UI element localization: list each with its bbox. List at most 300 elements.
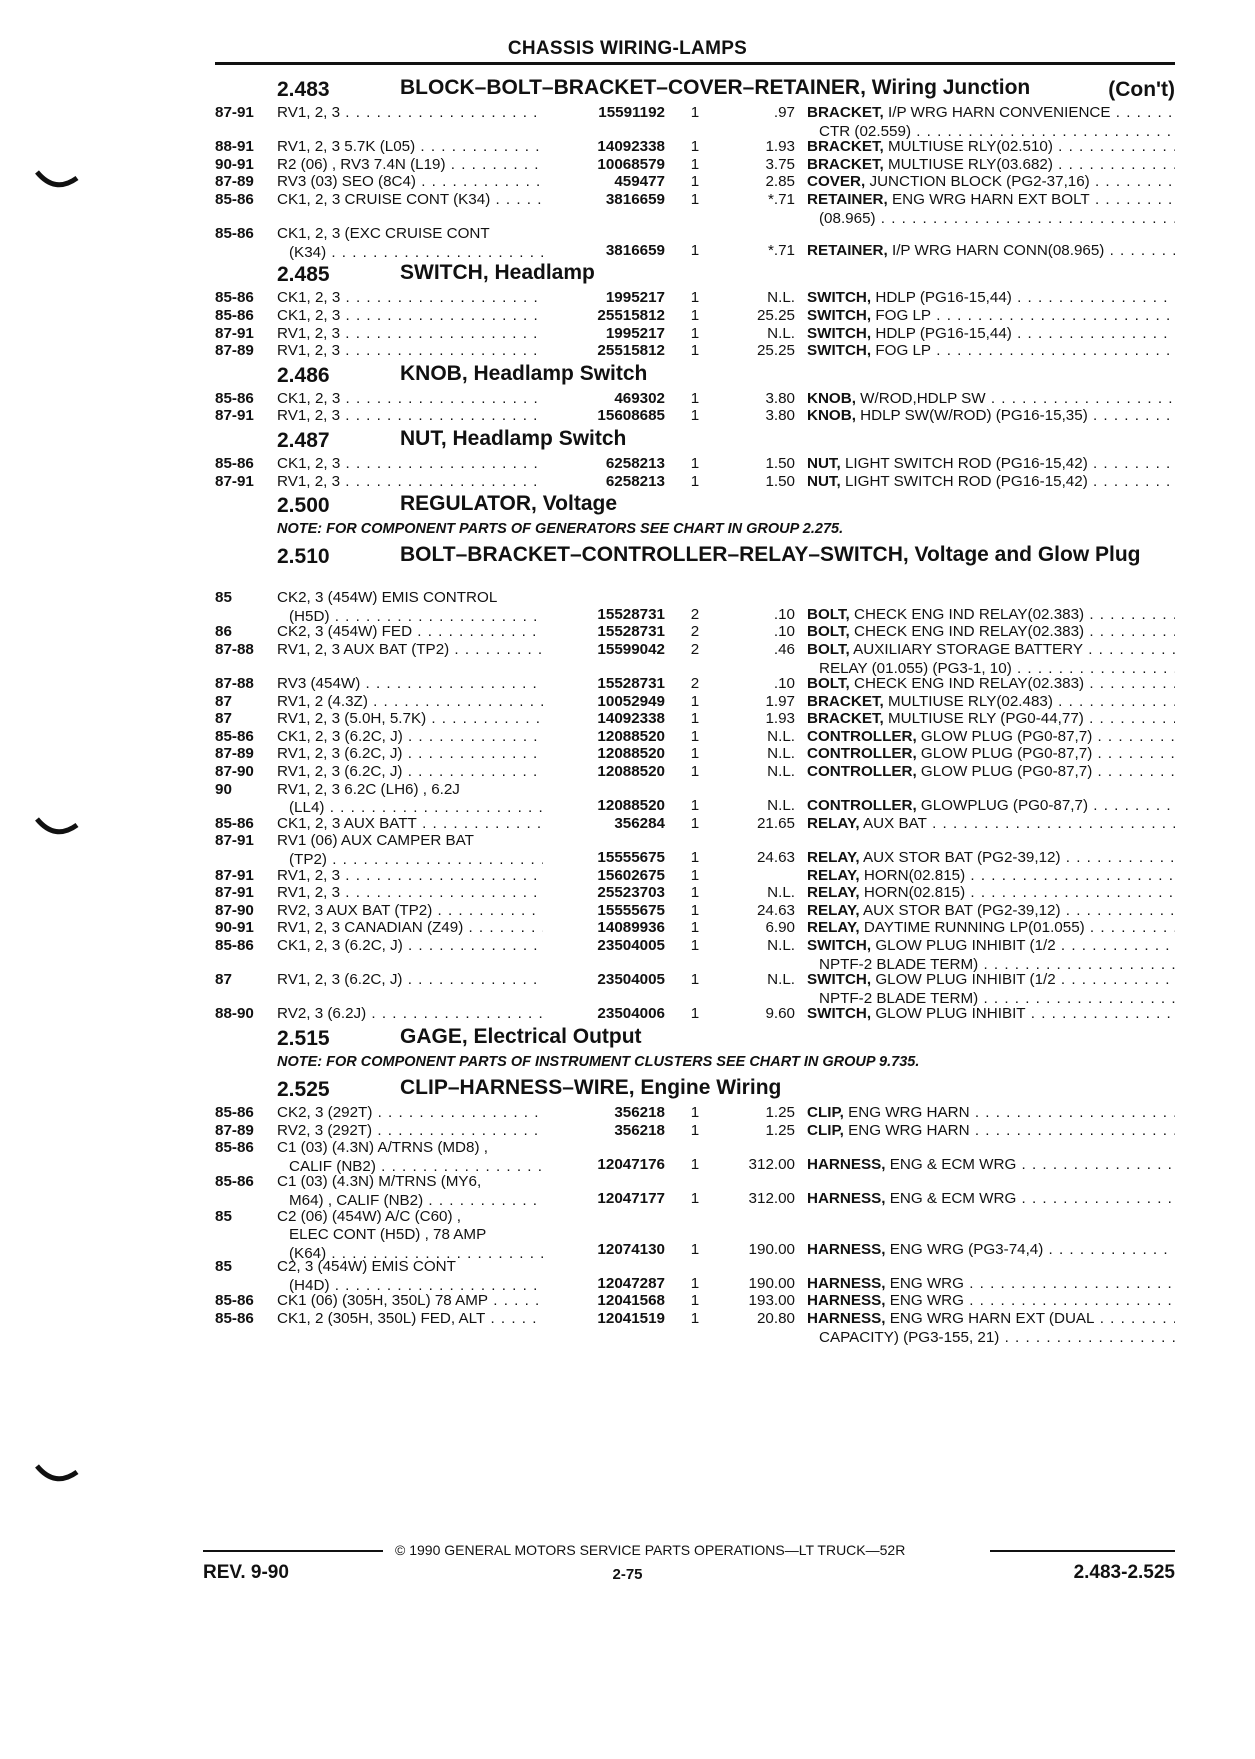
quantity: 1 bbox=[690, 1189, 700, 1207]
part-name-line bbox=[807, 191, 1175, 210]
part-number: 23504005 bbox=[597, 936, 665, 954]
model-years: 90-91 bbox=[215, 155, 254, 173]
part-name-prefix: SWITCH, bbox=[807, 971, 872, 989]
part-name-text: DAYTIME RUNNING LP(01.055) bbox=[863, 919, 1085, 937]
part-name-text: HDLP SW(W/ROD) (PG16-15,35) bbox=[860, 407, 1088, 425]
part-name-line bbox=[807, 728, 1175, 747]
application-description bbox=[277, 1310, 543, 1329]
application-line: RV1, 2, 3 (5.0H, 5.7K) . . . bbox=[277, 710, 543, 729]
application-line: (K64) . . . bbox=[277, 1245, 543, 1264]
price: 3.80 bbox=[765, 407, 795, 425]
page-title: CHASSIS WIRING-LAMPS bbox=[507, 38, 748, 59]
part-name-line bbox=[807, 1104, 1175, 1123]
section-heading bbox=[215, 1023, 1175, 1053]
part-name bbox=[807, 1275, 1175, 1294]
model-years: 85-86 bbox=[215, 1103, 254, 1121]
part-name-text: CHECK ENG IND RELAY(02.383) bbox=[853, 623, 1085, 641]
part-name-prefix: HARNESS, bbox=[807, 1292, 886, 1310]
part-number: 3816659 bbox=[605, 241, 665, 259]
quantity: 1 bbox=[690, 971, 700, 989]
part-number: 25515812 bbox=[597, 342, 665, 360]
part-name-text: FOG LP bbox=[875, 306, 932, 324]
part-name-text: AUX STOR BAT (PG2-39,12) bbox=[863, 901, 1061, 919]
part-name bbox=[807, 606, 1175, 625]
part-name-line bbox=[807, 1310, 1175, 1329]
part-name-text: LIGHT SWITCH ROD (PG16-15,42) bbox=[844, 454, 1088, 472]
quantity: 2 bbox=[690, 640, 700, 658]
model-years: 90 bbox=[215, 780, 232, 798]
application-line: CK1, 2, 3 (6.2C, J) . . . bbox=[277, 937, 543, 956]
part-number: 3816659 bbox=[605, 190, 665, 208]
part-name-prefix: HARNESS, bbox=[807, 1240, 886, 1258]
part-row bbox=[215, 728, 1175, 746]
application-description bbox=[277, 1104, 543, 1123]
part-name-text: FOG LP bbox=[875, 342, 932, 360]
section-heading bbox=[215, 1074, 1175, 1104]
quantity: 1 bbox=[690, 241, 700, 259]
model-years: 87-89 bbox=[215, 1121, 254, 1139]
part-name-text: (08.965) bbox=[819, 209, 876, 227]
part-name-text: MULTIUSE RLY(03.682) bbox=[888, 155, 1053, 173]
part-name-prefix: SWITCH, bbox=[807, 936, 872, 954]
part-name-prefix: BOLT, bbox=[807, 640, 850, 658]
part-name bbox=[807, 937, 1175, 975]
price: 312.00 bbox=[748, 1155, 795, 1173]
part-name-prefix: RELAY, bbox=[807, 814, 860, 832]
part-row bbox=[215, 1173, 1175, 1210]
application-description bbox=[277, 693, 543, 712]
part-name bbox=[807, 1005, 1175, 1024]
part-number: 469302 bbox=[614, 389, 665, 407]
application-description bbox=[277, 710, 543, 729]
part-name-line bbox=[807, 289, 1175, 308]
application-description bbox=[277, 156, 543, 175]
application-description bbox=[277, 191, 543, 210]
part-name-prefix: SWITCH, bbox=[807, 1005, 872, 1023]
part-row bbox=[215, 138, 1175, 156]
section-title: NUT, Headlamp Switch bbox=[400, 426, 627, 450]
part-name-prefix: KNOB, bbox=[807, 389, 856, 407]
price: N.L. bbox=[767, 936, 795, 954]
application-description bbox=[277, 589, 543, 627]
part-name-prefix: SWITCH, bbox=[807, 306, 872, 324]
part-row bbox=[215, 675, 1175, 693]
part-name-line bbox=[807, 606, 1175, 625]
part-number: 12041519 bbox=[597, 1310, 665, 1328]
part-name-text: ENG WRG (PG3-74,4) bbox=[889, 1240, 1044, 1258]
quantity: 1 bbox=[690, 1310, 700, 1328]
application-line: RV1, 2, 3 . . . bbox=[277, 104, 543, 123]
application-description bbox=[277, 407, 543, 426]
application-line: RV2, 3 AUX BAT (TP2) . . . bbox=[277, 902, 543, 921]
part-name bbox=[807, 1241, 1175, 1260]
price: 3.75 bbox=[765, 155, 795, 173]
part-name-prefix: NUT, bbox=[807, 472, 841, 490]
section-number: 2.486 bbox=[277, 363, 330, 387]
application-description bbox=[277, 815, 543, 834]
application-description bbox=[277, 1139, 543, 1177]
application-line: CALIF (NB2) . . . bbox=[277, 1158, 543, 1177]
section-heading bbox=[215, 360, 1175, 390]
section-number: 2.525 bbox=[277, 1077, 330, 1101]
part-name bbox=[807, 1104, 1175, 1123]
part-name-text: ENG WRG HARN bbox=[848, 1121, 970, 1139]
part-name-prefix: CONTROLLER, bbox=[807, 745, 917, 763]
model-years: 87-90 bbox=[215, 763, 254, 781]
application-line: CK1, 2, 3 (EXC CRUISE CONT bbox=[277, 225, 490, 243]
part-row bbox=[215, 1139, 1175, 1173]
section-number: 2.485 bbox=[277, 263, 330, 287]
part-row bbox=[215, 325, 1175, 343]
price: *.71 bbox=[767, 241, 795, 259]
application-description bbox=[277, 971, 543, 990]
part-name bbox=[807, 745, 1175, 764]
part-name-text: NPTF-2 BLADE TERM) bbox=[819, 989, 979, 1007]
section-number: 2.487 bbox=[277, 428, 330, 452]
model-years: 85-86 bbox=[215, 1139, 254, 1157]
section-title: BOLT–BRACKET–CONTROLLER–RELAY–SWITCH, Voltage and Glow Plug bbox=[400, 543, 1141, 567]
part-name-prefix: BRACKET, bbox=[807, 692, 884, 710]
model-years: 85-86 bbox=[215, 306, 254, 324]
application-line: RV1, 2, 3 (6.2C, J) . . . bbox=[277, 763, 543, 782]
part-name-text: CHECK ENG IND RELAY(02.383) bbox=[853, 605, 1085, 623]
section-note: NOTE: FOR COMPONENT PARTS OF GENERATORS SEE CHART IN GROUP 2.275. bbox=[277, 521, 844, 538]
application-description bbox=[277, 919, 543, 938]
application-line: M64) , CALIF (NB2) . . . bbox=[277, 1192, 543, 1211]
quantity: 1 bbox=[690, 919, 700, 937]
application-description bbox=[277, 623, 543, 642]
application-description bbox=[277, 138, 543, 157]
part-name-line bbox=[807, 1156, 1175, 1175]
part-name-line bbox=[807, 1005, 1175, 1024]
application-description bbox=[277, 173, 543, 192]
part-name-prefix: SWITCH, bbox=[807, 342, 872, 360]
part-number: 356218 bbox=[614, 1121, 665, 1139]
application-line: CK1 (06) (305H, 350L) 78 AMP . . . bbox=[277, 1292, 543, 1311]
part-number: 12047177 bbox=[597, 1189, 665, 1207]
price: N.L. bbox=[767, 763, 795, 781]
parts-listing bbox=[215, 74, 1175, 1344]
part-number: 12088520 bbox=[597, 745, 665, 763]
application-line: (H5D) . . . bbox=[277, 608, 543, 627]
part-name-text: ENG & ECM WRG bbox=[889, 1189, 1017, 1207]
part-name-text: MULTIUSE RLY(02.510) bbox=[888, 138, 1053, 156]
model-years: 87-89 bbox=[215, 173, 254, 191]
quantity: 1 bbox=[690, 866, 700, 884]
application-line: RV1, 2, 3 5.7K (L05) . . . bbox=[277, 138, 543, 157]
model-years: 85 bbox=[215, 1207, 232, 1225]
price: N.L. bbox=[767, 289, 795, 307]
application-description bbox=[277, 390, 543, 409]
model-years: 85-86 bbox=[215, 289, 254, 307]
part-name-prefix: HARNESS, bbox=[807, 1189, 886, 1207]
application-description bbox=[277, 832, 543, 870]
section-number: 2.500 bbox=[277, 494, 330, 518]
part-row bbox=[215, 971, 1175, 1005]
part-name-line bbox=[807, 342, 1175, 361]
part-number: 25515812 bbox=[597, 306, 665, 324]
application-line: CK1, 2, 3 . . . bbox=[277, 390, 543, 409]
part-name-prefix: HARNESS, bbox=[807, 1310, 886, 1328]
quantity: 1 bbox=[690, 745, 700, 763]
part-row bbox=[215, 884, 1175, 902]
section-number: 2.483 bbox=[277, 78, 330, 101]
part-name bbox=[807, 156, 1175, 175]
quantity: 1 bbox=[690, 797, 700, 815]
footer-page-number: 2-75 bbox=[612, 1566, 643, 1583]
part-name-line bbox=[807, 745, 1175, 764]
quantity: 1 bbox=[690, 389, 700, 407]
model-years: 87-88 bbox=[215, 640, 254, 658]
section-heading bbox=[215, 541, 1175, 589]
part-name bbox=[807, 1156, 1175, 1175]
part-row bbox=[215, 289, 1175, 307]
quantity: 1 bbox=[690, 190, 700, 208]
section-heading bbox=[215, 490, 1175, 520]
application-description bbox=[277, 867, 543, 886]
part-name-text: MULTIUSE RLY (PG0-44,77) bbox=[888, 710, 1084, 728]
model-years: 87-91 bbox=[215, 832, 254, 850]
part-name-line bbox=[807, 884, 1175, 903]
part-row bbox=[215, 390, 1175, 408]
application-description bbox=[277, 1122, 543, 1141]
section-number: 2.510 bbox=[277, 545, 330, 569]
part-name bbox=[807, 342, 1175, 361]
price: 20.80 bbox=[756, 1310, 795, 1328]
price: 193.00 bbox=[748, 1292, 795, 1310]
quantity: 1 bbox=[690, 342, 700, 360]
part-name bbox=[807, 641, 1175, 679]
part-name-prefix: RELAY, bbox=[807, 919, 860, 937]
part-name-line bbox=[807, 1241, 1175, 1260]
part-name-text: AUX BAT bbox=[863, 814, 927, 832]
part-name-prefix: HARNESS, bbox=[807, 1274, 886, 1292]
price: 1.93 bbox=[765, 710, 795, 728]
part-row bbox=[215, 104, 1175, 138]
part-number: 12088520 bbox=[597, 797, 665, 815]
part-name bbox=[807, 1310, 1175, 1348]
part-name-text: JUNCTION BLOCK (PG2-37,16) bbox=[869, 173, 1090, 191]
quantity: 2 bbox=[690, 623, 700, 641]
quantity: 1 bbox=[690, 692, 700, 710]
application-line: CK1, 2, 3 (6.2C, J) . . . bbox=[277, 728, 543, 747]
part-row bbox=[215, 745, 1175, 763]
part-name-line bbox=[807, 138, 1175, 157]
price: 9.60 bbox=[765, 1005, 795, 1023]
part-number: 15602675 bbox=[597, 866, 665, 884]
part-number: 1995217 bbox=[605, 289, 665, 307]
quantity: 1 bbox=[690, 173, 700, 191]
part-row bbox=[215, 1005, 1175, 1023]
section-title: REGULATOR, Voltage bbox=[400, 492, 618, 516]
part-row bbox=[215, 407, 1175, 425]
part-name bbox=[807, 191, 1175, 229]
quantity: 1 bbox=[690, 1005, 700, 1023]
part-name bbox=[807, 710, 1175, 729]
part-name-text: HORN(02.815) bbox=[863, 866, 966, 884]
application-description bbox=[277, 763, 543, 782]
part-row bbox=[215, 763, 1175, 781]
application-description bbox=[277, 342, 543, 361]
part-name-prefix: CONTROLLER, bbox=[807, 797, 917, 815]
part-number: 459477 bbox=[614, 173, 665, 191]
quantity: 1 bbox=[690, 814, 700, 832]
application-line: RV1, 2, 3 (6.2C, J) . . . bbox=[277, 971, 543, 990]
part-name-line bbox=[807, 104, 1175, 123]
part-number: 15608685 bbox=[597, 407, 665, 425]
price: 1.25 bbox=[765, 1103, 795, 1121]
part-name-prefix: BOLT, bbox=[807, 605, 850, 623]
part-name bbox=[807, 104, 1175, 142]
part-name-text: ENG WRG bbox=[889, 1292, 964, 1310]
part-row bbox=[215, 342, 1175, 360]
part-name-prefix: HARNESS, bbox=[807, 1155, 886, 1173]
part-number: 15555675 bbox=[597, 901, 665, 919]
binder-hole-mark-middle bbox=[35, 815, 79, 841]
section-title: GAGE, Electrical Output bbox=[400, 1024, 642, 1048]
application-line: (K34) . . . bbox=[277, 244, 543, 263]
part-name-text: GLOW PLUG (PG0-87,7) bbox=[920, 763, 1093, 781]
price: 25.25 bbox=[756, 306, 795, 324]
price: 1.25 bbox=[765, 1121, 795, 1139]
quantity: 1 bbox=[690, 138, 700, 156]
part-row bbox=[215, 1207, 1175, 1263]
part-number: 10068579 bbox=[597, 155, 665, 173]
part-number: 15528731 bbox=[597, 605, 665, 623]
part-number: 10052949 bbox=[597, 692, 665, 710]
section-title: KNOB, Headlamp Switch bbox=[400, 361, 648, 385]
part-name bbox=[807, 1190, 1175, 1209]
part-name-line bbox=[807, 867, 1175, 886]
part-name bbox=[807, 849, 1175, 868]
part-name-text: GLOW PLUG INHIBIT (1/2 bbox=[875, 971, 1056, 989]
part-name-text: CTR (02.559) bbox=[819, 122, 912, 140]
part-name-text: AUXILIARY STORAGE BATTERY bbox=[853, 640, 1083, 658]
quantity: 1 bbox=[690, 710, 700, 728]
model-years: 85-86 bbox=[215, 814, 254, 832]
price: .10 bbox=[773, 675, 795, 693]
application-line: C2, 3 (454W) EMIS CONT bbox=[277, 1258, 456, 1276]
application-description bbox=[277, 104, 543, 123]
application-line: (LL4) . . . bbox=[277, 799, 543, 818]
part-name bbox=[807, 815, 1175, 834]
part-name-text: W/ROD,HDLP SW bbox=[860, 389, 986, 407]
application-line: C1 (03) (4.3N) M/TRNS (MY6, bbox=[277, 1173, 482, 1191]
model-years: 85-86 bbox=[215, 389, 254, 407]
part-name-text: GLOW PLUG INHIBIT (1/2 bbox=[875, 936, 1056, 954]
quantity: 1 bbox=[690, 472, 700, 490]
part-name-prefix: CONTROLLER, bbox=[807, 763, 917, 781]
quantity: 1 bbox=[690, 884, 700, 902]
quantity: 1 bbox=[690, 407, 700, 425]
quantity: 2 bbox=[690, 675, 700, 693]
part-name-text: CAPACITY) (PG3-155, 21) bbox=[819, 1328, 1000, 1346]
part-name-line bbox=[807, 173, 1175, 192]
model-years: 88-90 bbox=[215, 1005, 254, 1023]
part-name-prefix: CONTROLLER, bbox=[807, 727, 917, 745]
part-name-text: MULTIUSE RLY(02.483) bbox=[888, 692, 1053, 710]
part-name-prefix: CLIP, bbox=[807, 1121, 844, 1139]
part-name-text: RELAY (01.055) (PG3-1, 10) bbox=[819, 659, 1012, 677]
application-description bbox=[277, 455, 543, 474]
application-description bbox=[277, 1292, 543, 1311]
application-line: RV1, 2, 3 . . . bbox=[277, 473, 543, 492]
part-row bbox=[215, 693, 1175, 711]
quantity: 1 bbox=[690, 1155, 700, 1173]
model-years: 87 bbox=[215, 692, 232, 710]
part-name-line bbox=[807, 1275, 1175, 1294]
part-name bbox=[807, 407, 1175, 426]
part-name-line bbox=[807, 797, 1175, 816]
part-name-line bbox=[807, 325, 1175, 344]
quantity: 1 bbox=[690, 155, 700, 173]
part-name bbox=[807, 675, 1175, 694]
part-name bbox=[807, 173, 1175, 192]
part-name-prefix: BRACKET, bbox=[807, 710, 884, 728]
application-line: RV1, 2, 3 (6.2C, J) . . . bbox=[277, 745, 543, 764]
part-name-line bbox=[807, 849, 1175, 868]
part-number: 23504006 bbox=[597, 1005, 665, 1023]
part-name-prefix: RELAY, bbox=[807, 849, 860, 866]
part-name-line bbox=[807, 919, 1175, 938]
quantity: 1 bbox=[690, 901, 700, 919]
model-years: 87 bbox=[215, 710, 232, 728]
part-name-line bbox=[807, 1329, 1175, 1348]
part-name bbox=[807, 763, 1175, 782]
part-row bbox=[215, 1122, 1175, 1140]
application-line: RV3 (03) SEO (8C4) . . . bbox=[277, 173, 543, 192]
footer-rule-left bbox=[203, 1550, 383, 1552]
quantity: 1 bbox=[690, 306, 700, 324]
section-title: BLOCK–BOLT–BRACKET–COVER–RETAINER, Wiring Junction bbox=[400, 76, 1031, 99]
section-number: 2.515 bbox=[277, 1026, 330, 1050]
footer-rule-right bbox=[990, 1550, 1175, 1552]
quantity: 1 bbox=[690, 1292, 700, 1310]
part-name bbox=[807, 455, 1175, 474]
part-name bbox=[807, 138, 1175, 157]
model-years: 87-91 bbox=[215, 104, 254, 121]
part-row bbox=[215, 191, 1175, 225]
part-name-line bbox=[807, 971, 1175, 990]
price: N.L. bbox=[767, 727, 795, 745]
application-line: RV1, 2, 3 . . . bbox=[277, 884, 543, 903]
part-number: 15528731 bbox=[597, 675, 665, 693]
part-number: 14092338 bbox=[597, 138, 665, 156]
application-description bbox=[277, 745, 543, 764]
part-name-text: NPTF-2 BLADE TERM) bbox=[819, 955, 979, 973]
quantity: 1 bbox=[690, 1103, 700, 1121]
quantity: 1 bbox=[690, 849, 700, 866]
part-row bbox=[215, 815, 1175, 833]
application-description bbox=[277, 473, 543, 492]
part-name-line bbox=[807, 242, 1175, 261]
model-years: 87-89 bbox=[215, 745, 254, 763]
part-name bbox=[807, 473, 1175, 492]
price: .10 bbox=[773, 605, 795, 623]
part-name bbox=[807, 884, 1175, 903]
part-name bbox=[807, 919, 1175, 938]
part-name bbox=[807, 307, 1175, 326]
footer-revision: REV. 9-90 bbox=[203, 1562, 289, 1583]
part-name-text: HDLP (PG16-15,44) bbox=[875, 289, 1012, 307]
section-heading bbox=[215, 259, 1175, 289]
section-title: CLIP–HARNESS–WIRE, Engine Wiring bbox=[400, 1075, 782, 1099]
price: N.L. bbox=[767, 324, 795, 342]
part-name-line bbox=[807, 455, 1175, 474]
price: 1.50 bbox=[765, 454, 795, 472]
quantity: 1 bbox=[690, 936, 700, 954]
application-line: ELEC CONT (H5D) , 78 AMP bbox=[289, 1226, 487, 1244]
